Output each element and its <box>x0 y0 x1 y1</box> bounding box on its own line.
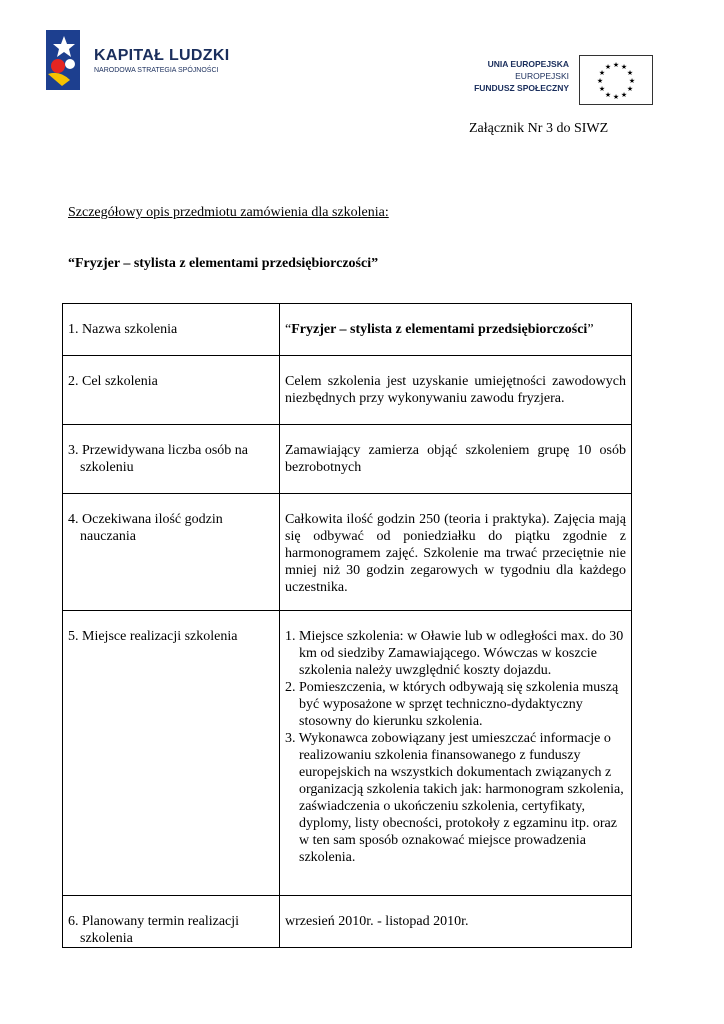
svg-text:★: ★ <box>612 93 620 101</box>
row-label: 2. Cel szkolenia <box>63 356 280 425</box>
svg-text:★: ★ <box>598 69 606 77</box>
specification-table <box>62 303 632 948</box>
section-heading: Szczegółowy opis przedmiotu zamówienia dla szkolenia: <box>68 205 389 220</box>
row-value: “Fryzjer – stylista z elementami przedsiębiorczości” <box>280 304 632 356</box>
eu-flag-icon <box>579 55 653 105</box>
location-list <box>285 628 626 866</box>
list-item: 2. Pomieszczenia, w których odbywają się szkolenia muszą być wyposażone w sprzęt techniczno-dydaktyczny stosowny do kierunku szkolenia. <box>285 680 619 729</box>
svg-text:★: ★ <box>626 69 634 77</box>
logo-subtitle: NARODOWA STRATEGIA SPÓJNOŚCI <box>94 67 219 74</box>
annex-label: Załącznik Nr 3 do SIWZ <box>469 121 609 136</box>
row-value: Całkowita ilość godzin 250 (teoria i praktyka). Zajęcia mają się odbywać od poniedziałku do piątku zgodnie z harmonogramem zajęć. Szkolenie ma trwać przeciętnie nie mniej niż 30 godzin zegarowych w tygodniu dla każdego uczestnika. <box>280 494 632 611</box>
table-row <box>63 896 632 948</box>
svg-text:★: ★ <box>626 85 634 93</box>
svg-text:★: ★ <box>628 77 636 85</box>
row-label: 1. Nazwa szkolenia <box>63 304 280 356</box>
svg-text:★: ★ <box>612 61 620 69</box>
eu-line-1: UNIA EUROPEJSKA <box>487 59 569 69</box>
eu-line-2: EUROPEJSKI <box>515 71 569 81</box>
svg-text:★: ★ <box>596 77 604 85</box>
table-row <box>63 494 632 611</box>
kapital-ludzki-emblem-icon <box>44 30 92 92</box>
list-item: 3. Wykonawca zobowiązany jest umieszczać informacje o realizowaniu szkolenia finansowanego z funduszy europejskich na wszystkich dokumentach związanych z organizacją szkolenia takich jak: harmonogram szkolenia, zaświadczenia o ukończeniu szkolenia, certyfikaty, dyplomy, listy obecności, protokoły z egzaminu itp. oraz w ten sam sposób oznakować miejsce prowadzenia szkolenia. <box>285 731 624 865</box>
row-value: Zamawiający zamierza objąć szkoleniem grupę 10 osób bezrobotnych <box>280 425 632 494</box>
svg-text:★: ★ <box>604 91 612 99</box>
table-row <box>63 425 632 494</box>
row-label: 3. Przewidywana liczba osób na szkoleniu <box>63 425 280 494</box>
row-value: Celem szkolenia jest uzyskanie umiejętności zawodowych niezbędnych przy wykonywaniu zawodu fryzjera. <box>280 356 632 425</box>
training-title: “Fryzjer – stylista z elementami przedsiębiorczości” <box>68 256 379 271</box>
eu-line-3: FUNDUSZ SPOŁECZNY <box>474 83 569 93</box>
svg-text:★: ★ <box>598 85 606 93</box>
table-row <box>63 304 632 356</box>
eu-logo-text <box>474 58 569 94</box>
list-item: 1. Miejsce szkolenia: w Oławie lub w odległości max. do 30 km od siedziby Zamawiającego. Wówczas w koszcie szkolenia należy uwzględnić koszty dojazdu. <box>285 629 624 678</box>
svg-text:★: ★ <box>620 91 628 99</box>
table-row <box>63 611 632 896</box>
svg-text:★: ★ <box>620 63 628 71</box>
row-label: 5. Miejsce realizacji szkolenia <box>63 611 280 896</box>
logo-title: KAPITAŁ LUDZKI <box>94 47 230 64</box>
row-label: 6. Planowany termin realizacji szkolenia <box>63 896 280 948</box>
row-label: 4. Oczekiwana ilość godzin nauczania <box>63 494 280 611</box>
row-value: wrzesień 2010r. - listopad 2010r. <box>280 896 632 948</box>
row-value <box>280 611 632 896</box>
svg-text:★: ★ <box>604 63 612 71</box>
table-row <box>63 356 632 425</box>
